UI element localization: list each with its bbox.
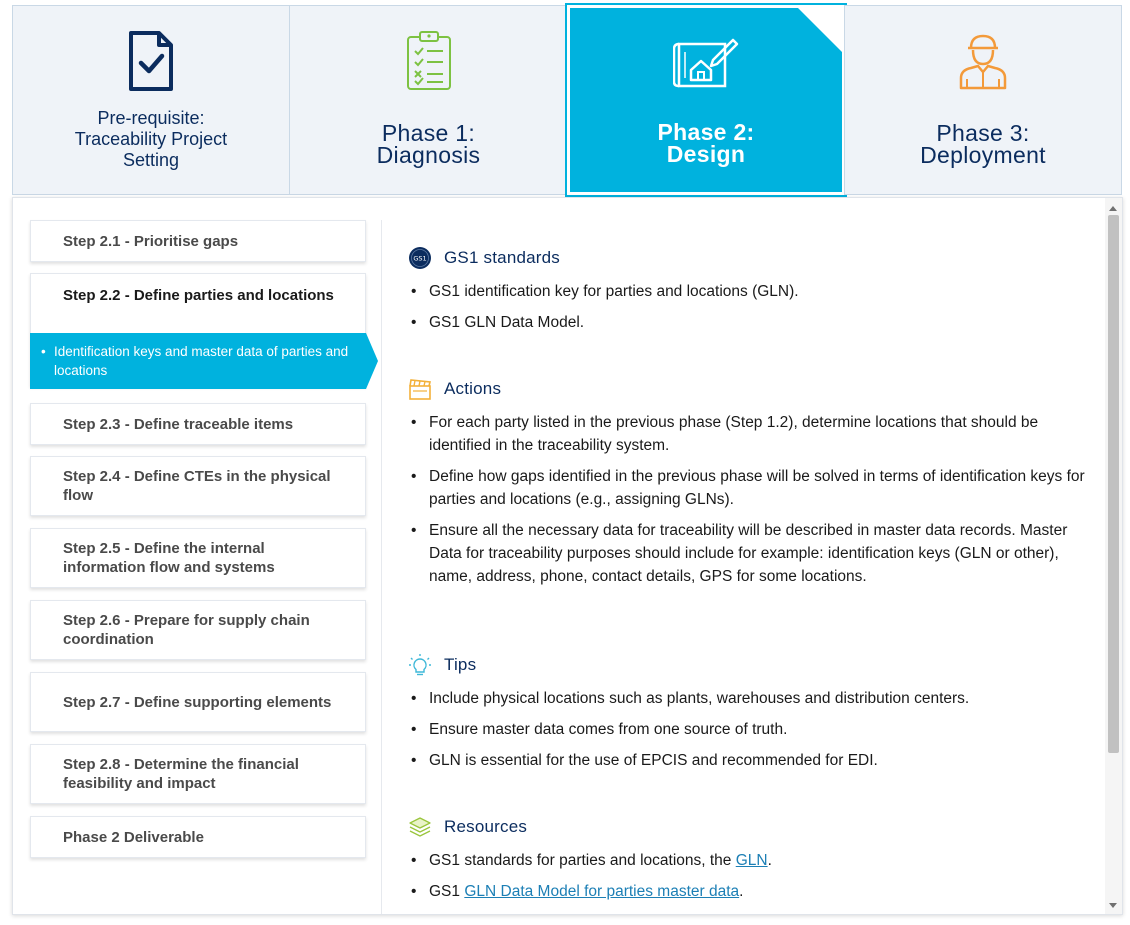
tab-phase-2[interactable]	[567, 5, 845, 195]
step-item-2-3[interactable]	[30, 403, 366, 445]
step-label: Step 2.4 - Define CTEs in the physical flow	[63, 468, 331, 504]
step-item-2-1[interactable]	[30, 220, 366, 262]
section-gs1-standards	[408, 244, 1088, 334]
tab-phase-2-line2: Design	[666, 141, 746, 167]
step-item-2-6[interactable]	[30, 600, 366, 660]
active-corner-marker	[795, 5, 845, 55]
step-label: Step 2.6 - Prepare for supply chain coordination	[63, 612, 310, 648]
tab-phase-1-line1: Phase 1:	[381, 120, 476, 146]
tab-phase-1-title	[377, 122, 481, 166]
vertical-scrollbar[interactable]	[1105, 198, 1122, 915]
step-label: Step 2.2 - Define parties and locations	[63, 287, 334, 304]
tab-phase-3-title	[920, 122, 1046, 166]
step-item-2-8[interactable]	[30, 744, 366, 804]
list-item: • GS1 GLN Data Model.	[408, 311, 1088, 334]
clapperboard-icon	[408, 377, 432, 401]
list-item: • Ensure all the necessary data for traceability will be described in master data records. Master Data for traceability purposes should include for example: identification keys (GLN or other), name, address, phone, contact details, GPS for some locations.	[408, 519, 1088, 588]
resource-text: .	[739, 883, 744, 900]
section-title: Tips	[444, 655, 477, 674]
scroll-up-arrow-icon[interactable]	[1109, 206, 1117, 211]
section-title: GS1 standards	[444, 248, 560, 267]
list-item	[408, 880, 1088, 903]
section-title: Actions	[444, 379, 502, 398]
list-item: • GLN is essential for the use of EPCIS and recommended for EDI.	[408, 749, 1088, 772]
step-label: Step 2.1 - Prioritise gaps	[63, 232, 239, 250]
scrollbar-thumb[interactable]	[1108, 215, 1119, 753]
substep-label: Identification keys and master data of parties and locations	[54, 344, 349, 378]
column-divider	[381, 220, 382, 915]
scroll-down-arrow-icon[interactable]	[1109, 903, 1117, 908]
step-label: Step 2.8 - Determine the financial feasibility and impact	[63, 756, 299, 792]
section-actions	[408, 375, 1088, 588]
section-resources	[408, 813, 1088, 903]
list-item: • Include physical locations such as plants, warehouses and distribution centers.	[408, 687, 1088, 710]
step-item-2-5[interactable]	[30, 528, 366, 588]
document-check-icon	[127, 28, 175, 94]
step-label: Phase 2 Deliverable	[63, 828, 204, 846]
substep-identification-keys[interactable]	[30, 333, 366, 389]
step-item-2-4[interactable]	[30, 456, 366, 516]
step-label: Step 2.7 - Define supporting elements	[63, 693, 332, 711]
gln-link[interactable]: GLN	[735, 852, 768, 869]
lightbulb-icon	[408, 653, 432, 677]
tab-phase-2-line1: Phase 2:	[657, 119, 755, 145]
resource-text: GS1 standards for parties and locations, the	[429, 852, 736, 869]
tab-phase-3-line1: Phase 3:	[936, 120, 1030, 146]
blueprint-house-icon	[673, 30, 739, 96]
substep-arrow	[366, 333, 378, 389]
list-item: • Define how gaps identified in the previous phase will be solved in terms of identification keys for parties and locations (e.g., assigning GLNs).	[408, 465, 1088, 511]
gln-data-model-link[interactable]: GLN Data Model for parties master data	[464, 883, 740, 900]
list-item: • GS1 identification key for parties and locations (GLN).	[408, 280, 1088, 303]
gs1-logo-text: GS1	[413, 254, 427, 263]
tab-prerequisite[interactable]	[12, 5, 290, 195]
tab-phase-2-title	[657, 121, 754, 165]
phase-tabs	[12, 5, 1122, 195]
list-item	[408, 849, 1088, 872]
step-item-deliverable[interactable]	[30, 816, 366, 858]
step-item-2-7[interactable]	[30, 672, 366, 732]
step-label: Step 2.5 - Define the internal information flow and systems	[63, 540, 275, 576]
list-item: • Ensure master data comes from one source of truth.	[408, 718, 1088, 741]
tab-phase-3[interactable]	[844, 5, 1122, 195]
list-item: • For each party listed in the previous phase (Step 1.2), determine locations that should be identified in the traceability system.	[408, 411, 1088, 457]
resource-text: GS1	[429, 883, 465, 900]
clipboard-checklist-icon	[406, 28, 452, 94]
tab-phase-1[interactable]	[289, 5, 568, 195]
stacked-layers-icon	[408, 815, 432, 839]
tab-phase-1-line2: Diagnosis	[376, 142, 481, 168]
section-title: Resources	[444, 817, 528, 836]
step-label: Step 2.3 - Define traceable items	[63, 415, 294, 433]
section-tips	[408, 651, 1088, 772]
worker-person-icon	[958, 28, 1008, 94]
gs1-logo-icon	[408, 246, 432, 270]
tab-phase-3-line2: Deployment	[920, 142, 1046, 168]
tab-prerequisite-title: Pre-requisite: Traceability Project Setting	[74, 108, 228, 170]
resource-text: .	[767, 852, 772, 869]
phase-content-panel	[12, 197, 1123, 915]
